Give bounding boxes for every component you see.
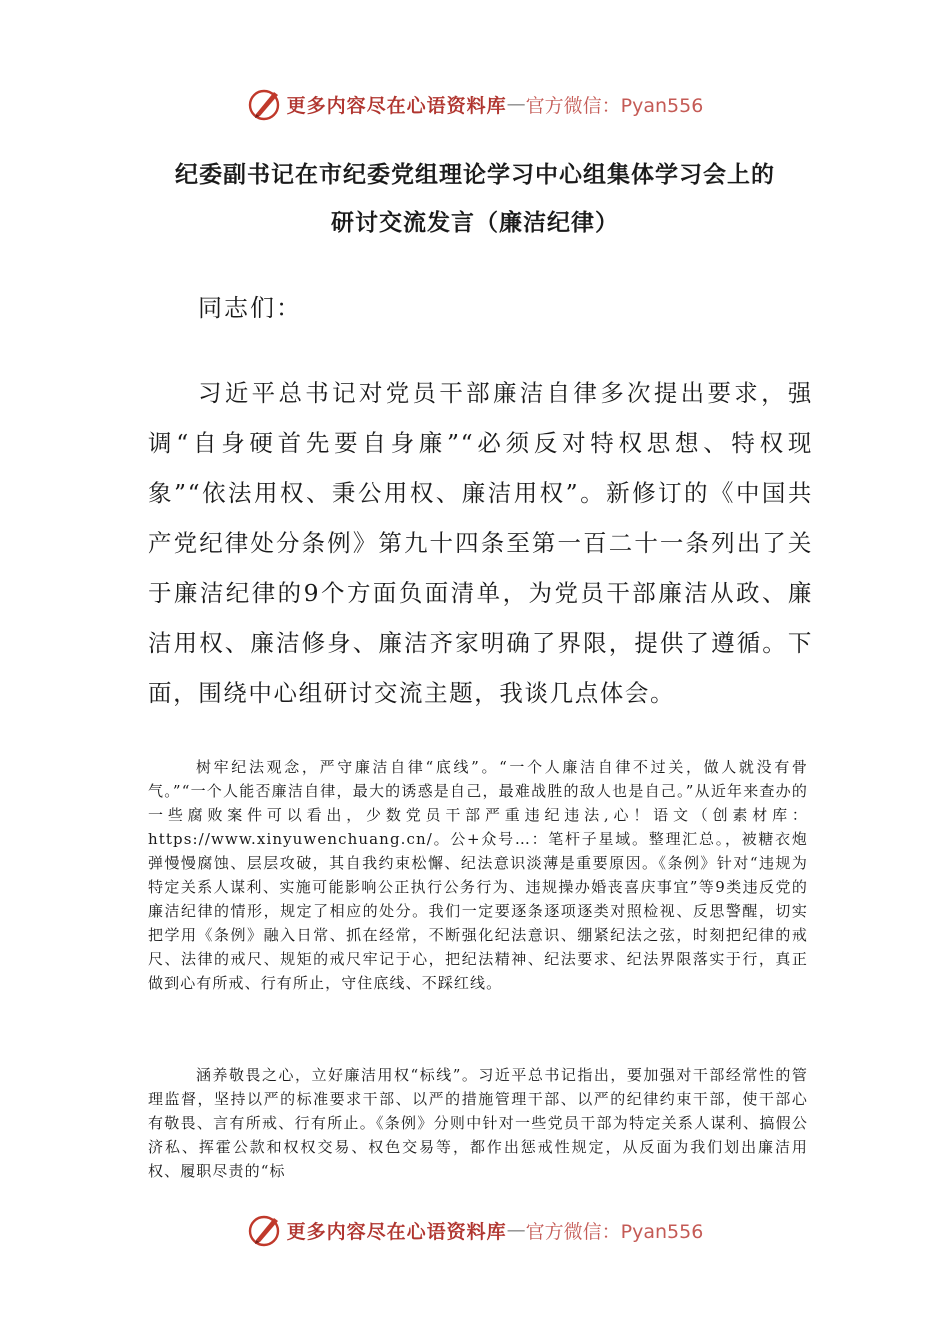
footer-brand: 更多内容尽在心语资料库 <box>286 1220 507 1243</box>
header-separator: — <box>506 93 526 115</box>
footer-contact: 官方微信：Pyan556 <box>525 1220 704 1243</box>
document-title-line2: 研讨交流发言（廉洁纪律） <box>331 210 619 236</box>
body-paragraph-2: 涵养敬畏之心，立好廉洁用权“标线”。习近平总书记指出，要加强对干部经常性的管理监督，坚持以严的标准要求干部、以严的措施管理干部、以严的纪律约束干部，使干部心有敬畏、言有所戒、行有所止。《条例》分则中针对一些党员干部为特定关系人谋利、搞假公济私、挥霍公款和权权交易、权色交易等，都作出惩戒性规定，从反面为我们划出廉洁用权、履职尽责的“标 <box>148 1066 808 1180</box>
intro-paragraph: 习近平总书记对党员干部廉洁自律多次提出要求，强调“自身硬首先要自身廉”“必须反对特权思想、特权现象”“依法用权、秉公用权、廉洁用权”。新修订的《中国共产党纪律处分条例》第九十四条至第一百二十一条列出了关于廉洁纪律的9个方面负面清单，为党员干部廉洁从政、廉洁用权、廉洁修身、廉洁齐家明确了界限，提供了遵循。下面，围绕中心组研讨交流主题，我谈几点体会。 <box>148 379 813 707</box>
footer-separator: — <box>506 1219 526 1241</box>
footer-banner <box>0 1208 950 1252</box>
document-title-line1: 纪委副书记在市纪委党组理论学习中心组集体学习会上的 <box>175 162 775 188</box>
header-brand: 更多内容尽在心语资料库 <box>286 94 507 117</box>
pen-logo-icon <box>247 86 283 122</box>
header-contact: 官方微信：Pyan556 <box>525 94 704 117</box>
pen-logo-icon <box>247 1212 283 1248</box>
header-banner <box>0 82 950 126</box>
greeting: 同志们： <box>198 294 302 322</box>
body-paragraph-1: 树牢纪法观念，严守廉洁自律“底线”。“一个人廉洁自律不过关，做人就没有骨气。”“一个人能否廉洁自律，最大的诱惑是自己，最难战胜的敌人也是自己。”从近年来查办的一些腐败案件可以看出，少数党员干部严重违纪违法,心！语文（创素材库：https://www.xinyuwenchuang.cn/。公+众号…：笔杆子星域。整理汇总。，被糖衣炮弹慢慢腐蚀、层层攻破，其自我约束松懈、纪法意识淡薄是重要原因。《条例》针对“违规为特定关系人谋利、实施可能影响公正执行公务行为、违规操办婚丧喜庆事宜”等9类违反党的廉洁纪律的情形，规定了相应的处分。我们一定要逐条逐项逐类对照检视、反思警醒，切实把学用《条例》融入日常、抓在经常，不断强化纪法意识、绷紧纪法之弦，时刻把纪律的戒尺、法律的戒尺、规矩的戒尺牢记于心，把纪法精神、纪法要求、纪法界限落实于行，真正做到心有所戒、行有所止，守住底线、不踩红线。 <box>148 758 808 992</box>
